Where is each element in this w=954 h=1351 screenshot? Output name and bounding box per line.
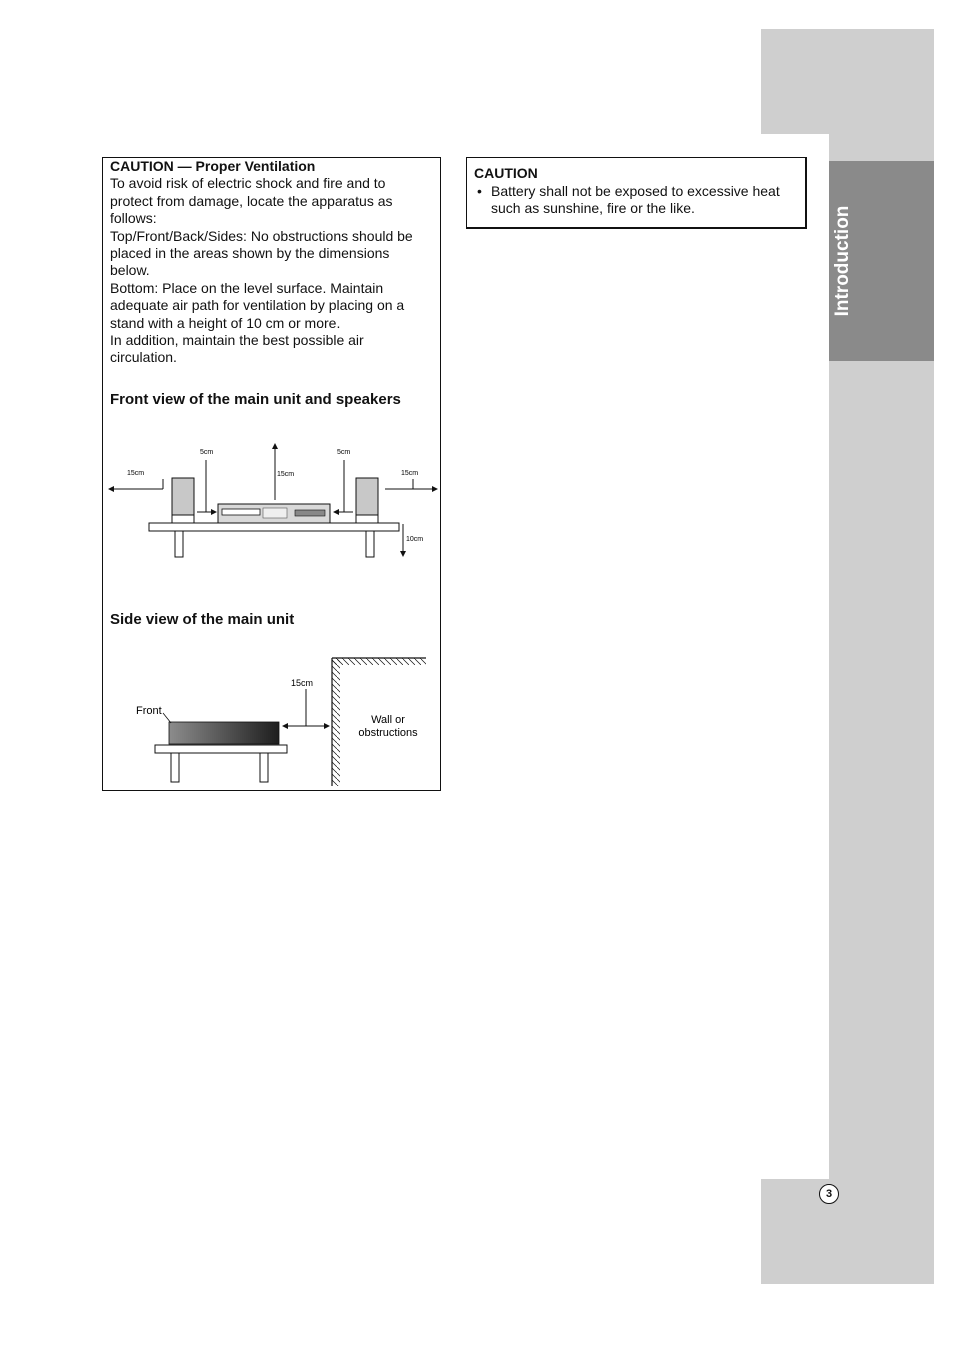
- front-view-title: Front view of the main unit and speakers: [110, 391, 401, 408]
- caution-battery-box: [466, 157, 807, 229]
- bullet-dot: •: [477, 183, 482, 199]
- side-view-diagram: [103, 653, 440, 790]
- disc-tray: [222, 509, 260, 515]
- label-top: 15cm: [277, 471, 295, 478]
- caution-paragraph: Bottom: Place on the level surface. Maintain adequate air path for ventilation by placing on a stand with a height of 10 cm or more.: [110, 279, 405, 331]
- section-tab: [829, 161, 934, 361]
- unit-panel: [263, 508, 287, 518]
- side-band-bottom: [761, 1179, 934, 1284]
- right-speaker-base: [356, 515, 378, 523]
- caution-ventilation-text: [110, 158, 430, 367]
- caution-battery-line: such as sunshine, fire or the like.: [491, 200, 695, 217]
- caution-ventilation-box: [102, 157, 441, 791]
- label-right-gap: 5cm: [337, 449, 351, 456]
- wall-side-hatch: [332, 658, 340, 786]
- unit-display: [295, 510, 325, 516]
- right-speaker: [356, 478, 378, 515]
- caution-battery-line: Battery shall not be exposed to excessive heat: [491, 183, 780, 199]
- left-speaker-base: [172, 515, 194, 523]
- front-view-diagram: [103, 438, 440, 563]
- front-pointer: [163, 713, 171, 723]
- label-wall-line1: Wall or: [371, 714, 405, 726]
- left-speaker: [172, 478, 194, 515]
- label-wall-line2: obstructions: [358, 727, 418, 739]
- shelf: [149, 523, 399, 531]
- label-left-gap: 5cm: [200, 449, 214, 456]
- label-front: Front: [136, 705, 162, 717]
- side-shelf-leg: [260, 753, 268, 782]
- side-band-top: [761, 29, 934, 134]
- side-view-title: Side view of the main unit: [110, 611, 295, 628]
- caution-paragraph: To avoid risk of electric shock and fire and to protect from damage, locate the apparatus as follows:: [110, 175, 393, 227]
- wall-top-hatch: [332, 658, 426, 665]
- section-tab-label: Introduction: [832, 205, 853, 317]
- shelf-leg: [175, 531, 183, 557]
- page-number: 3: [819, 1184, 839, 1204]
- caution-battery-bullet: [477, 183, 797, 218]
- side-shelf-leg: [171, 753, 179, 782]
- caution-paragraph: In addition, maintain the best possible air circulation.: [110, 332, 364, 366]
- side-shelf: [155, 745, 287, 753]
- caution-paragraph: Top/Front/Back/Sides: No obstructions should be placed in the areas shown by the dimensions below.: [110, 227, 413, 279]
- caution-ventilation-heading: CAUTION — Proper Ventilation: [110, 158, 316, 174]
- label-gap: 15cm: [291, 678, 314, 688]
- caution-battery-heading: CAUTION: [474, 165, 538, 181]
- shelf-leg: [366, 531, 374, 557]
- main-unit-side: [169, 722, 279, 744]
- label-right-outer: 15cm: [401, 470, 419, 477]
- label-left-outer: 15cm: [127, 470, 145, 477]
- label-bottom: 10cm: [406, 536, 424, 543]
